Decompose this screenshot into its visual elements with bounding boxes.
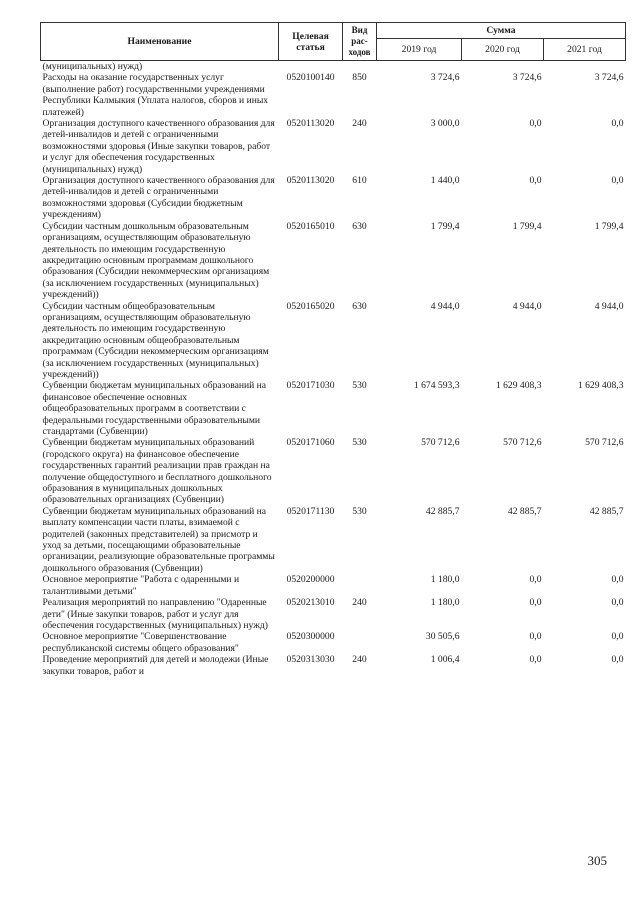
row-code: 0520171030 xyxy=(286,380,335,392)
row-2020: 0,0 xyxy=(529,631,542,643)
table-header xyxy=(41,23,626,61)
header-vid: Вид рас-ходов xyxy=(343,23,377,61)
row-2020: 42 885,7 xyxy=(507,505,542,517)
row-vid: 850 xyxy=(352,72,367,84)
row-code: 0520313030 xyxy=(286,654,335,666)
row-vid: 530 xyxy=(352,505,367,517)
row-2019: 42 885,7 xyxy=(425,505,460,517)
row-2020: 0,0 xyxy=(529,654,542,666)
table-body xyxy=(41,61,626,677)
row-2021: 3 724,6 xyxy=(594,72,624,84)
row-2019: 4 944,0 xyxy=(430,300,460,312)
header-sum: Сумма xyxy=(377,23,626,39)
row-vid: 630 xyxy=(352,300,367,312)
row-2021: 0,0 xyxy=(611,175,624,187)
row-code: 0520213010 xyxy=(286,597,335,609)
row-name: Субвенции бюджетам муниципальных образований на выплату компенсации части платы, взимаемой с родителей (законных представителей) за присмотр и уход за детьми, посещающими образовательные организации, реализующие образовательные программы дошкольного образования (Субвенции) xyxy=(42,505,275,574)
table-row xyxy=(41,437,626,505)
row-name: Субвенции бюджетам муниципальных образований на финансовое обеспечение основных общеобразовательных программ в соответствии с федеральными государственными образовательными стандартами (Субвенции) xyxy=(42,380,267,437)
row-2021: 0,0 xyxy=(611,597,624,609)
row-2020: 1 799,4 xyxy=(512,220,542,232)
row-2019: 1 180,0 xyxy=(430,597,460,609)
row-code: 0520200000 xyxy=(286,574,335,586)
row-2019: 570 712,6 xyxy=(421,437,460,449)
row-name: Расходы на оказание государственных услуг (выполнение работ) государственными учреждениями Республики Калмыкия (Уплата налогов, сборов и иных платежей) xyxy=(42,72,269,118)
table-row xyxy=(41,631,626,654)
page-number: 305 xyxy=(587,853,607,868)
row-2019: 3 724,6 xyxy=(430,72,460,84)
table-row xyxy=(41,118,626,175)
row-2021: 570 712,6 xyxy=(585,437,624,449)
row-vid: 240 xyxy=(352,118,367,130)
header-2020: 2020 год xyxy=(462,39,544,61)
row-2021: 42 885,7 xyxy=(589,505,624,517)
row-code: 0520165010 xyxy=(286,220,335,232)
table-row xyxy=(41,175,626,221)
table-row xyxy=(41,597,626,631)
row-2020: 0,0 xyxy=(529,175,542,187)
row-code: 0520100140 xyxy=(286,72,335,84)
row-2019: 1 799,4 xyxy=(430,220,460,232)
row-2020: 3 724,6 xyxy=(512,72,542,84)
row-code: 0520113020 xyxy=(286,175,335,187)
row-2019: 30 505,6 xyxy=(425,631,460,643)
row-vid: 240 xyxy=(352,654,367,666)
row-2021: 1 629 408,3 xyxy=(577,380,624,392)
row-2021: 0,0 xyxy=(611,654,624,666)
row-name: Организация доступного качественного образования для детей-инвалидов и детей с ограниченными возможностями здоровья (Иные закупки товаров, работ и услуг для обеспечения государственных (муниципальных) нужд) xyxy=(42,118,275,175)
table-row xyxy=(41,72,626,118)
row-2020: 1 629 408,3 xyxy=(495,380,542,392)
row-name: Основное мероприятие "Работа с одаренными и талантливыми детьми" xyxy=(42,574,240,597)
table-row xyxy=(41,654,626,677)
row-vid xyxy=(343,631,377,654)
row-name: Субвенции бюджетам муниципальных образований (городского округа) на финансовое обеспечение государственных гарантий реализации прав граждан на получение общедоступного и бесплатного дошкольного образования в муниципальных дошкольных образовательных организациях (Субвенции) xyxy=(42,437,272,506)
row-2020: 0,0 xyxy=(529,574,542,586)
table-row xyxy=(41,221,626,301)
row-2021: 1 799,4 xyxy=(594,220,624,232)
table-row xyxy=(41,301,626,381)
row-name: Проведение мероприятий для детей и молодежи (Иные закупки товаров, работ и xyxy=(42,654,269,677)
row-name: Организация доступного качественного образования для детей-инвалидов и детей с ограниченными возможностями здоровья (Субсидии бюджетным учреждениям) xyxy=(42,175,275,221)
row-2020: 570 712,6 xyxy=(503,437,542,449)
row-vid: 610 xyxy=(352,175,367,187)
row-2019 xyxy=(377,61,462,73)
table-row xyxy=(41,61,626,73)
header-name: Наименование xyxy=(41,23,279,61)
row-code: 0520171060 xyxy=(286,437,335,449)
row-name: Субсидии частным дошкольным образовательным организациям, осуществляющим образовательную деятельность по имеющим государственную аккредитацию основным программам дошкольного образования (Субсидии некоммерческим организациям (за исключением государственных (муниципальных) учреждений)) xyxy=(42,220,270,301)
table-row xyxy=(41,574,626,597)
row-2019: 1 006,4 xyxy=(430,654,460,666)
row-code: 0520171130 xyxy=(286,505,335,517)
row-vid xyxy=(343,574,377,597)
row-vid: 240 xyxy=(352,597,367,609)
row-2019: 3 000,0 xyxy=(430,118,460,130)
row-name: (муниципальных) нужд) xyxy=(42,61,143,72)
row-vid: 630 xyxy=(352,220,367,232)
header-code: Целевая статья xyxy=(279,23,343,61)
row-name: Реализация мероприятий по направлению "Одаренные дети" (Иные закупки товаров, работ и услуг для обеспечения государственных (муниципальных) нужд) xyxy=(42,597,268,631)
header-2021: 2021 год xyxy=(544,39,626,61)
row-vid: 530 xyxy=(352,437,367,449)
row-2020: 0,0 xyxy=(529,597,542,609)
header-2019: 2019 год xyxy=(377,39,462,61)
row-2021: 4 944,0 xyxy=(594,300,624,312)
row-2021: 0,0 xyxy=(611,574,624,586)
row-2019: 1 674 593,3 xyxy=(413,380,460,392)
row-name: Основное мероприятие "Совершенствование республиканской системы общего образования" xyxy=(42,631,239,654)
row-name: Субсидии частным общеобразовательным организациям, осуществляющим образовательную деятельность по имеющим государственную аккредитацию основным общеобразовательным программам (Субсидии некоммерческим организациям (за исключением государственных (муниципальных) учреждений)) xyxy=(42,300,269,380)
row-code: 0520165020 xyxy=(286,300,335,312)
row-2019: 1 440,0 xyxy=(430,175,460,187)
row-2020: 0,0 xyxy=(529,118,542,130)
row-2020: 4 944,0 xyxy=(512,300,542,312)
budget-table xyxy=(40,22,626,677)
row-2021: 0,0 xyxy=(611,118,624,130)
row-code: 0520300000 xyxy=(286,631,335,643)
table-row xyxy=(41,380,626,437)
row-vid: 530 xyxy=(352,380,367,392)
row-2021 xyxy=(544,61,626,73)
row-2020 xyxy=(462,61,544,73)
row-code: 0520113020 xyxy=(286,118,335,130)
row-vid xyxy=(343,61,377,73)
table-row xyxy=(41,506,626,574)
row-2021: 0,0 xyxy=(611,631,624,643)
row-2019: 1 180,0 xyxy=(430,574,460,586)
row-code xyxy=(279,61,343,73)
